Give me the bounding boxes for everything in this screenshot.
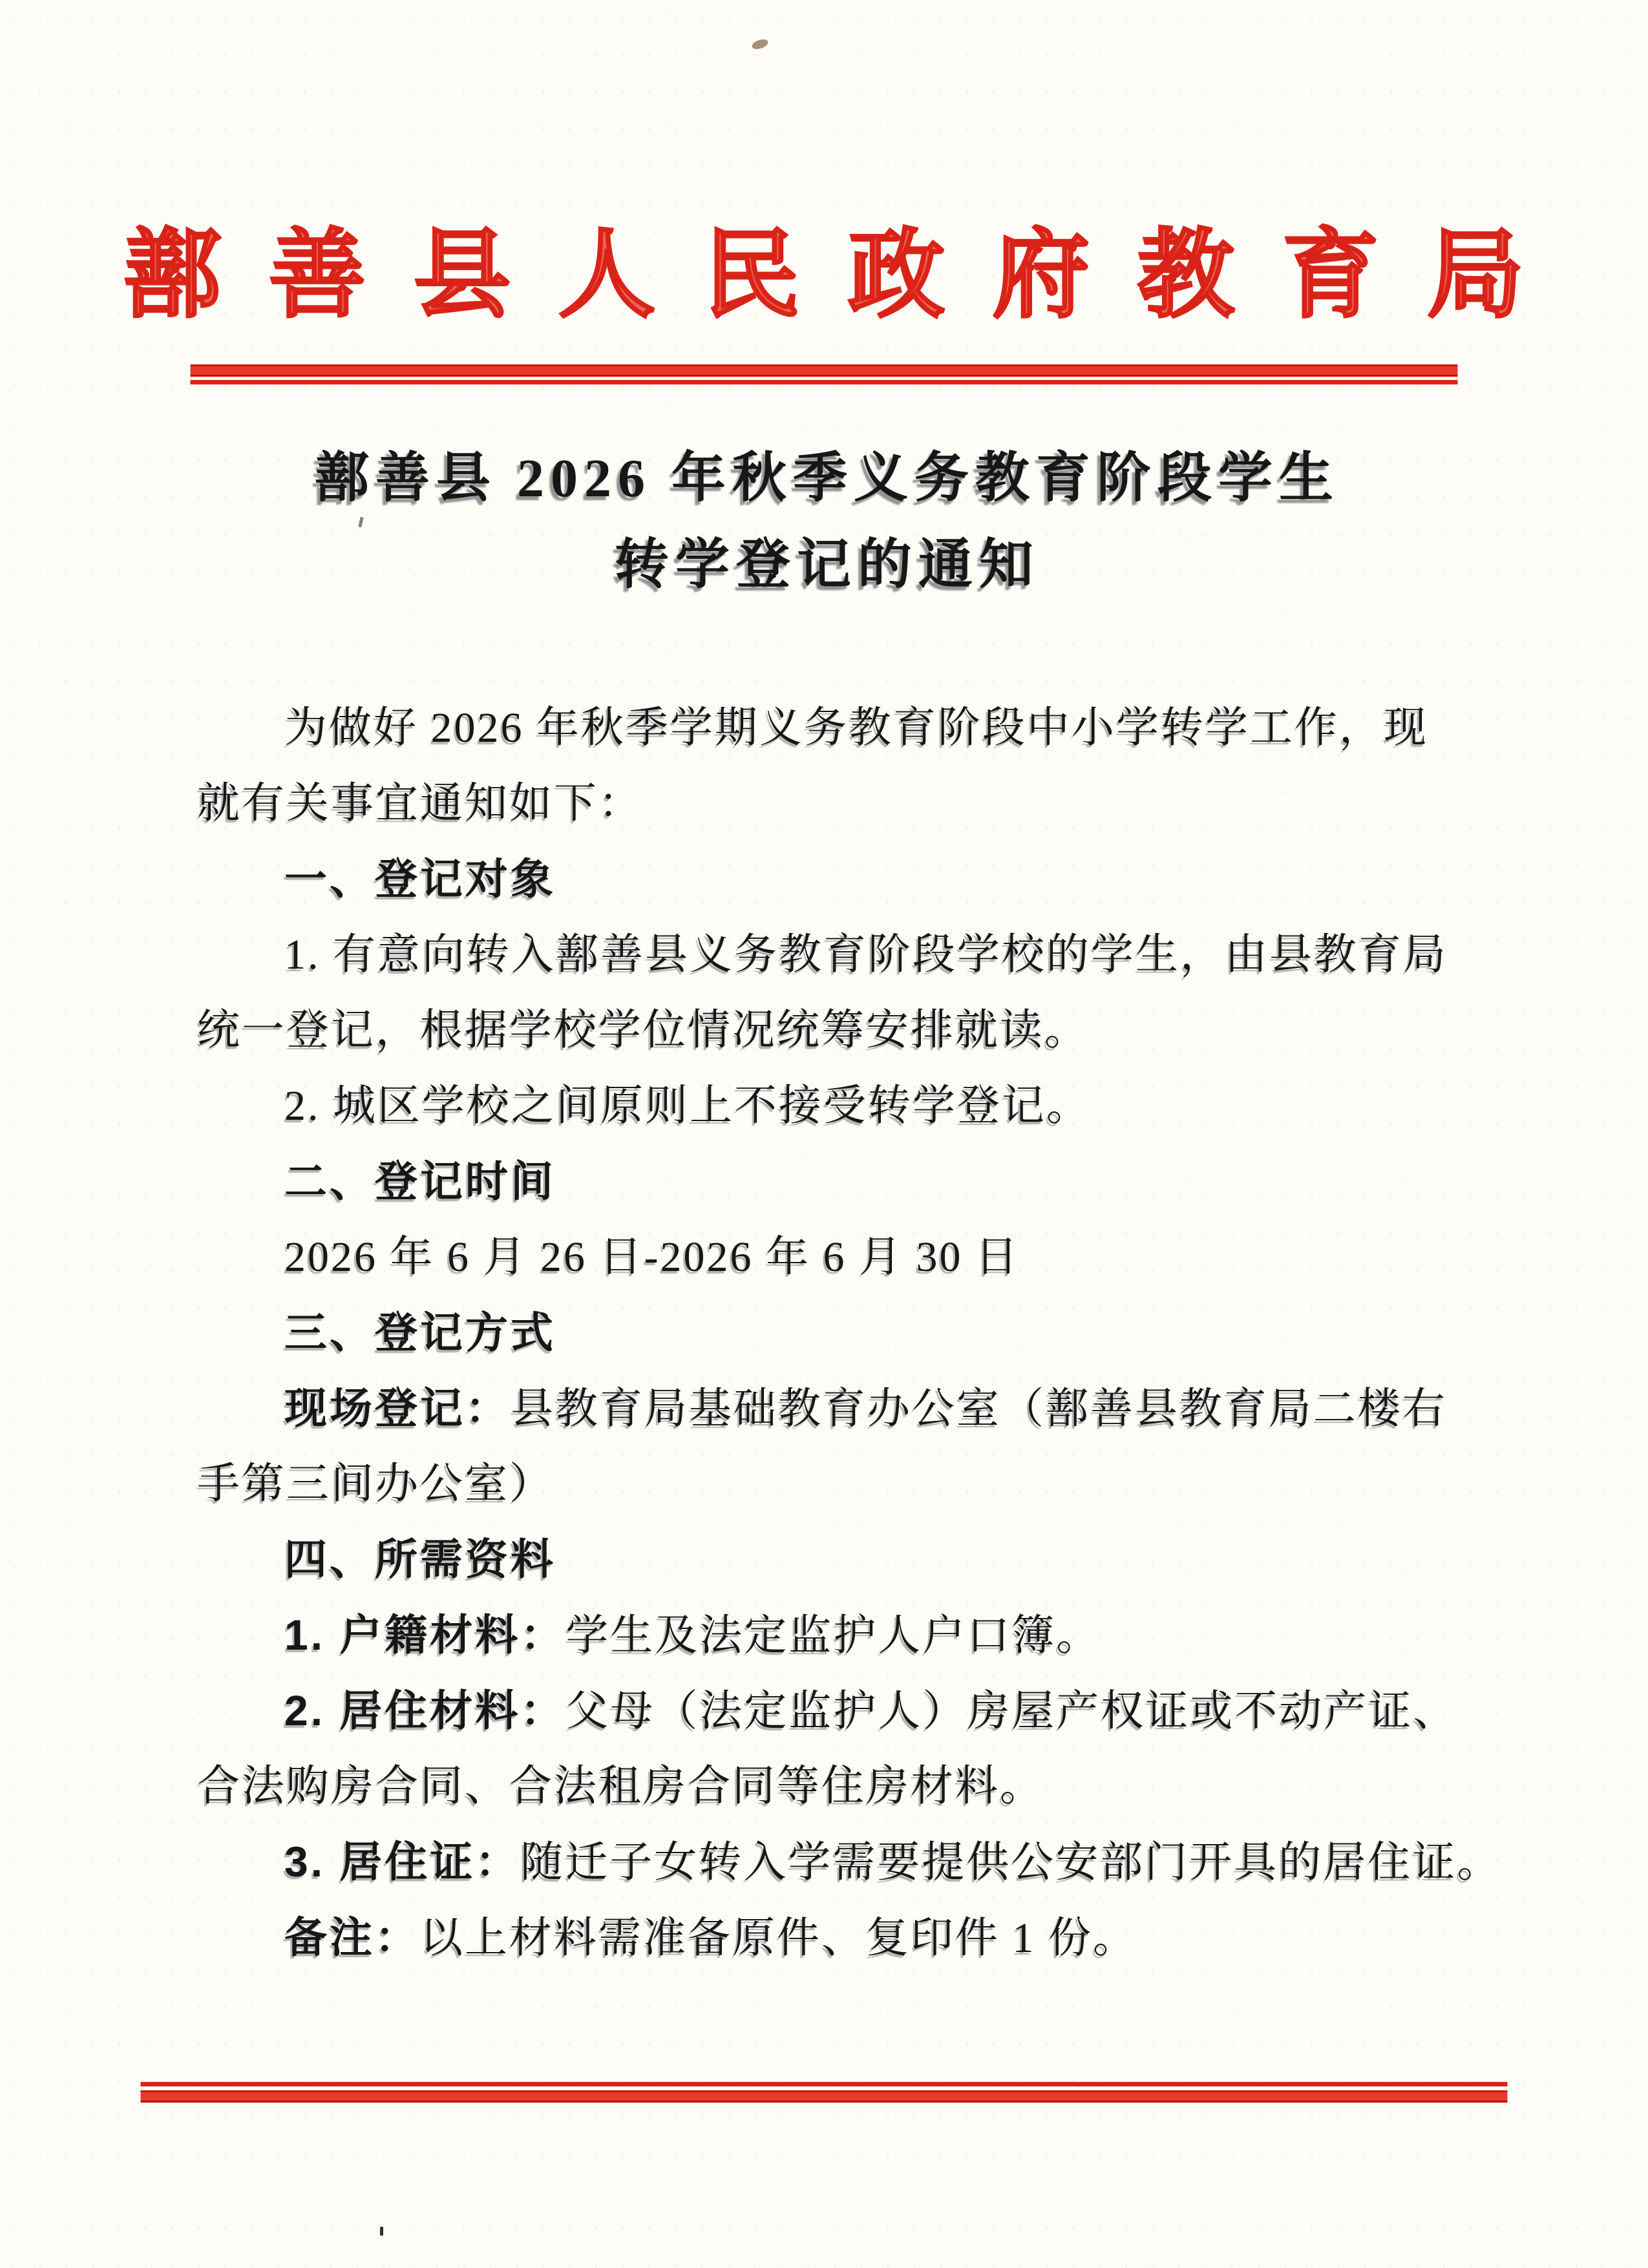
body-line — [197, 1748, 1528, 1824]
body-text-run: 随迁子女转入学需要提供公安部门开具的居住证。 — [520, 1839, 1502, 1886]
document-title-line2: 转学登记的通知 — [614, 535, 1040, 595]
body-text-run: 统一登记，根据学校学位情况统筹安排就读。 — [197, 1007, 1089, 1054]
body-bold-label: 四、所需资料 — [284, 1535, 556, 1583]
letterhead-title: 鄯善县人民政府教育局 — [123, 222, 1572, 330]
document-title-line1: 鄯善县 2026 年秋季义务教育阶段学生 — [314, 448, 1340, 509]
body-heading-line — [197, 1522, 1528, 1597]
body-bold-label: 备注： — [284, 1913, 420, 1961]
body-text-run: 2026 年 6 月 26 日-2026 年 6 月 30 日 — [284, 1234, 1020, 1281]
body-text-run: 手第三间办公室） — [197, 1460, 554, 1507]
body-line — [197, 1597, 1528, 1673]
body-line — [197, 992, 1528, 1068]
body-bold-label: 1. 户籍材料： — [284, 1611, 566, 1659]
body-bold-label: 现场登记： — [284, 1384, 511, 1432]
body-heading-line — [197, 1144, 1528, 1219]
body-text-run: 父母（法定监护人）房屋产权证或不动产证、 — [565, 1688, 1458, 1735]
scan-speck — [751, 37, 770, 50]
letterhead-rule-thin-line — [191, 380, 1458, 384]
document-title — [0, 436, 1648, 609]
footer-rule — [141, 2082, 1508, 2103]
body-text-run: 1. 有意向转入鄯善县义务教育阶段学校的学生，由县教育局 — [284, 931, 1448, 978]
body-text-run: 合法购房合同、合法租房合同等住房材料。 — [197, 1763, 1044, 1810]
document-body — [197, 690, 1528, 1975]
body-heading-line — [197, 841, 1528, 917]
body-bold-label: 三、登记方式 — [284, 1308, 556, 1356]
body-text-run: 2. 城区学校之间原则上不接受转学登记。 — [284, 1082, 1091, 1129]
body-text-run: 学生及法定监护人户口簿。 — [565, 1612, 1101, 1659]
letterhead-rule — [191, 364, 1458, 384]
body-line — [197, 1370, 1528, 1446]
body-line — [197, 690, 1528, 766]
letterhead-rule-thick-bar — [191, 364, 1458, 377]
body-bold-label: 3. 居住证： — [284, 1838, 521, 1885]
body-line — [197, 1824, 1528, 1900]
body-line — [197, 1446, 1528, 1522]
body-text-run: 县教育局基础教育办公室（鄯善县教育局二楼右 — [511, 1385, 1447, 1433]
body-heading-line — [197, 1295, 1528, 1370]
body-line — [197, 1068, 1528, 1144]
footer-rule-thin-line — [141, 2082, 1508, 2086]
body-line — [197, 1900, 1528, 1975]
body-bold-label: 二、登记时间 — [284, 1157, 556, 1205]
body-text-run: 以上材料需准备原件、复印件 1 份。 — [420, 1915, 1137, 1962]
body-bold-label: 2. 居住材料： — [284, 1686, 566, 1734]
body-text-run: 就有关事宜通知如下： — [197, 780, 643, 827]
scan-speck — [380, 2227, 383, 2236]
body-line — [197, 917, 1528, 992]
body-line — [197, 766, 1528, 841]
body-bold-label: 一、登记对象 — [284, 855, 556, 903]
body-text-run: 为做好 2026 年秋季学期义务教育阶段中小学转学工作，现 — [284, 704, 1428, 751]
body-line — [197, 1219, 1528, 1295]
footer-rule-thick-bar — [141, 2090, 1508, 2103]
body-line — [197, 1673, 1528, 1748]
